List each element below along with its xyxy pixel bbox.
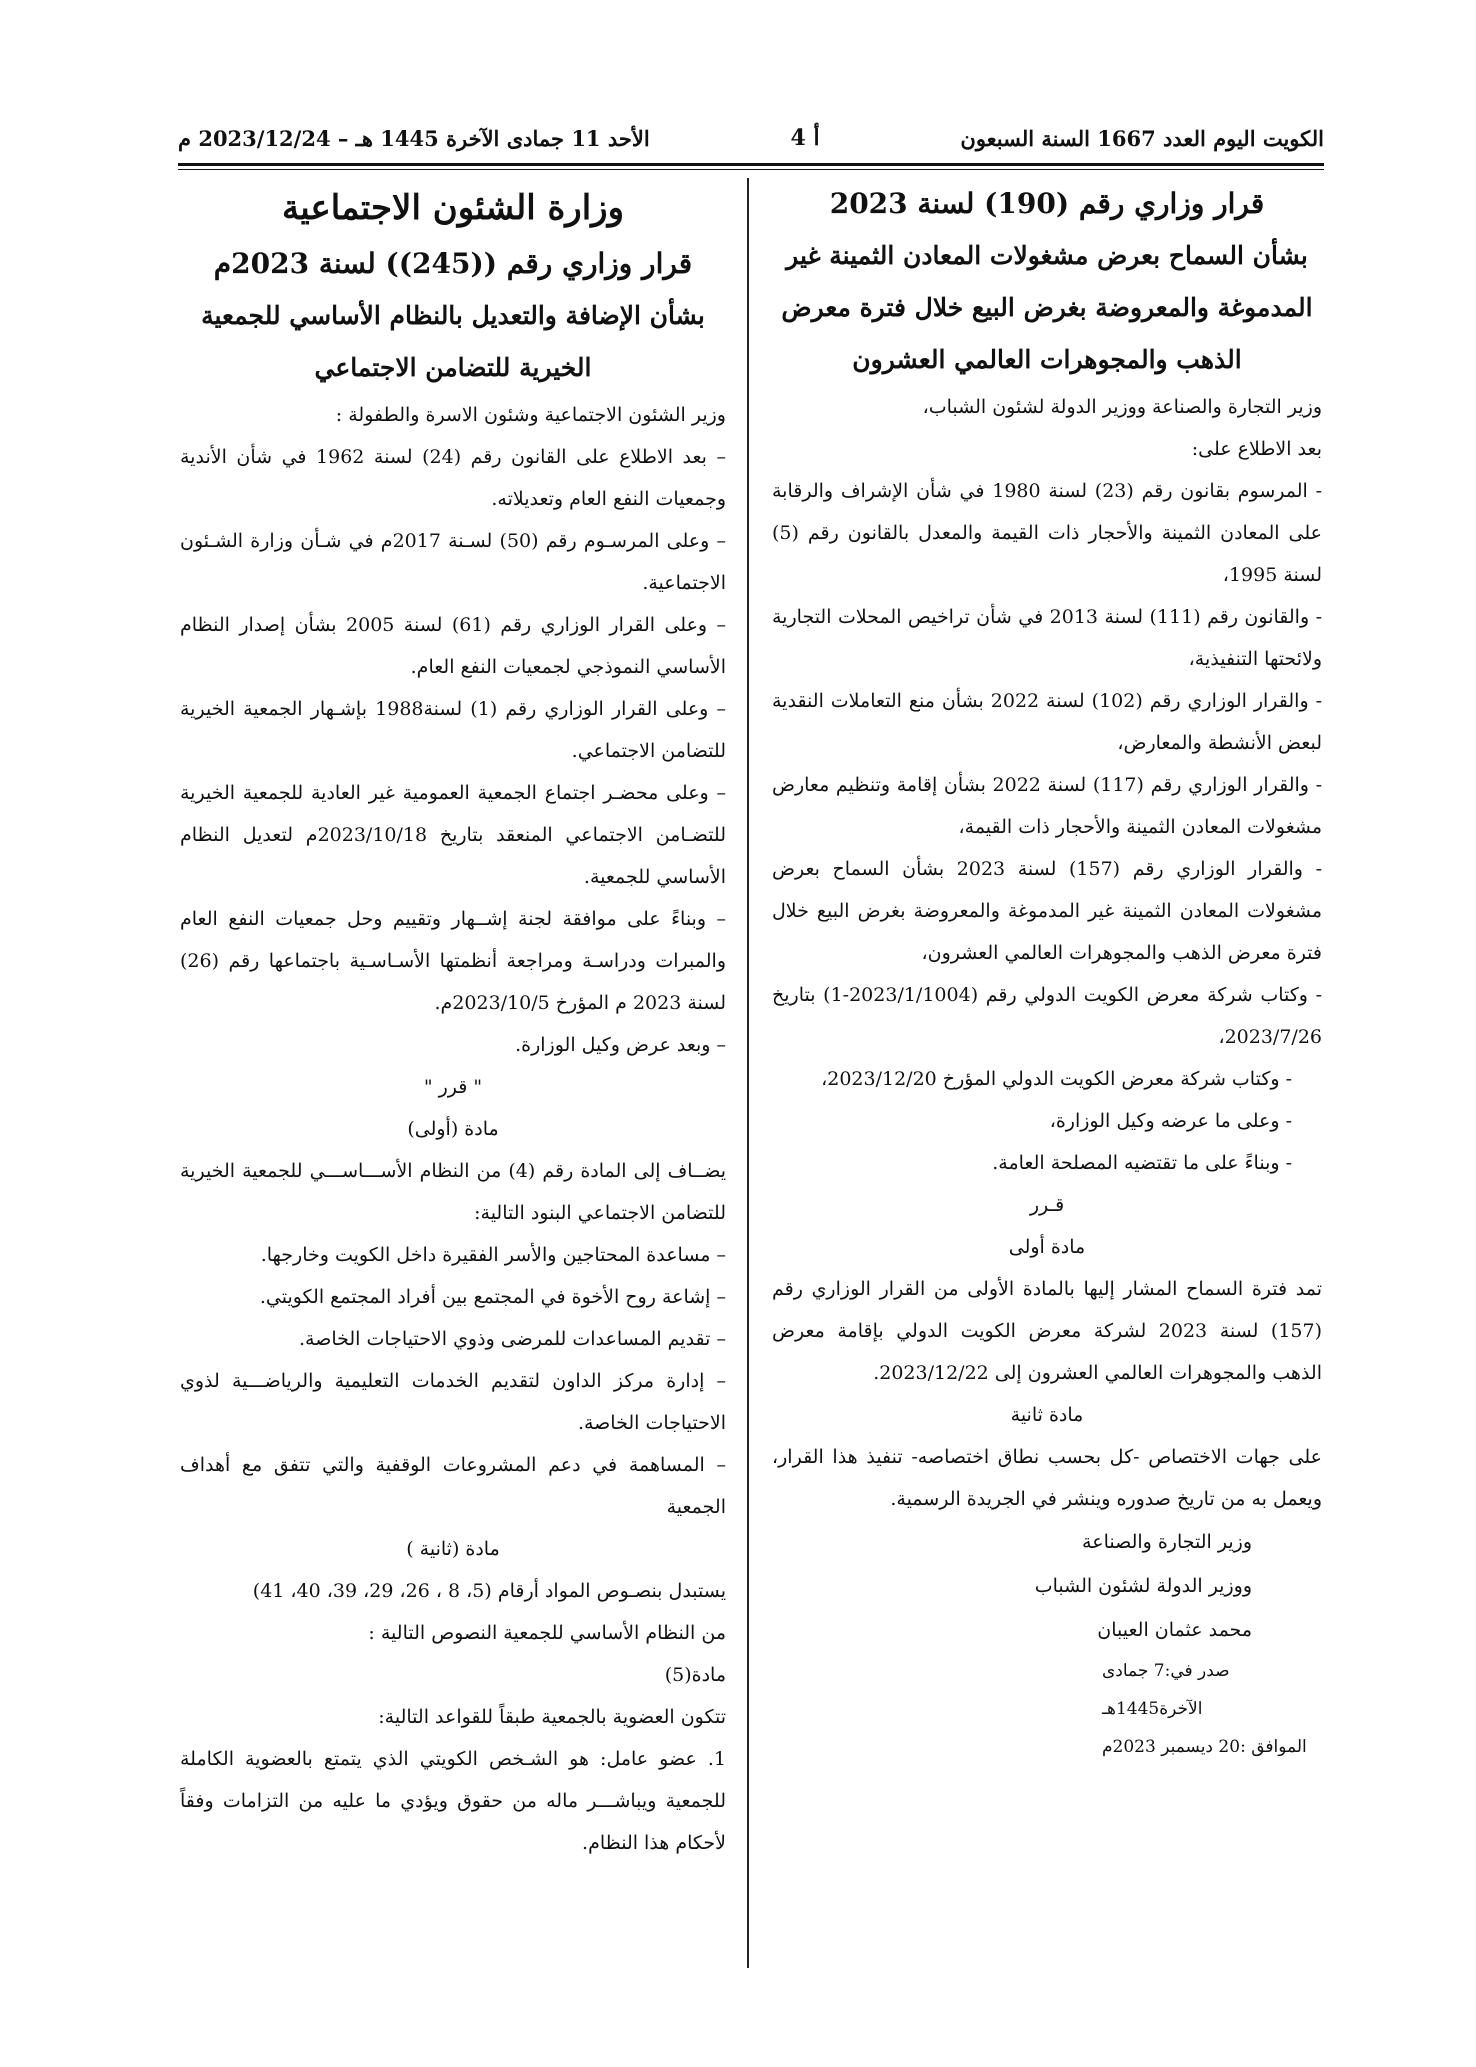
page-header bbox=[178, 118, 1324, 158]
article-2-line: من النظام الأساسي للجمعية النصوص التالية : bbox=[368, 1622, 726, 1644]
decree-subtitle-1: بشأن الإضافة والتعديل بالنظام الأساسي للجمعية bbox=[201, 301, 705, 330]
issued-date: صدر في:7 جمادى الآخرة1445هـ bbox=[1102, 1661, 1230, 1719]
preamble-line: – وعلى القرار الوزاري رقم (1) لسنة1988 بإشـهار الجمعية الخيرية للتضامن الاجتماعي. bbox=[180, 698, 726, 762]
article-2-line: تتكون العضوية بالجمعية طبقاً للقواعد التالية: bbox=[378, 1706, 726, 1728]
signature-title-2: ووزير الدولة لشئون الشباب bbox=[1034, 1575, 1252, 1597]
article-2-title: مادة (ثانية ) bbox=[406, 1538, 500, 1560]
article-2-line: يستبدل بنصـوص المواد أرقام (5، 8 ، 26، 29، 39، 40، 41) bbox=[252, 1580, 726, 1602]
article-1-title: مادة (أولى) bbox=[407, 1118, 499, 1140]
article-2-line: مادة(5) bbox=[664, 1664, 726, 1686]
column-divider bbox=[747, 178, 749, 1968]
preamble-line: - المرسوم بقانون رقم (23) لسنة 1980 في شأن الإشراف والرقابة على المعادن الثمينة والأحجار ذات القيمة والمعدل بالقانون رقم (5) لسنة 1995، bbox=[772, 480, 1322, 586]
signature-title-1: وزير التجارة والصناعة bbox=[1082, 1531, 1252, 1553]
preamble-line: - والقرار الوزاري رقم (102) لسنة 2022 بشأن منع التعاملات النقدية لبعض الأنشطة والمعارض، bbox=[772, 690, 1322, 754]
right-column bbox=[772, 178, 1322, 1766]
header-date: الأحد 11 جمادى الآخرة 1445 هـ – 2023/12/24 م bbox=[178, 125, 650, 151]
ministry-name: وزارة الشئون الاجتماعية bbox=[281, 188, 625, 228]
left-column bbox=[180, 178, 726, 1864]
decree-title: قرار وزاري رقم (190) لسنة 2023 bbox=[829, 187, 1265, 220]
article-1-text: تمد فترة السماح المشار إليها بالمادة الأولى من القرار الوزاري رقم (157) لسنة 2023 لشركة معرض الكويت الدولي بإقامة معرض الذهب والمجوهرات العالمي العشرون إلى 2023/12/22. bbox=[772, 1278, 1323, 1384]
article-1-title: مادة أولى bbox=[1008, 1236, 1086, 1258]
preamble-line: - والقرار الوزاري رقم (117) لسنة 2022 بشأن إقامة وتنظيم معارض مشغولات المعادن الثمينة والأحجار ذات القيمة، bbox=[772, 774, 1323, 838]
article-1-item: – إشاعة روح الأخوة في المجتمع بين أفراد المجتمع الكويتي. bbox=[259, 1286, 726, 1308]
preamble-line: – وبعد عرض وكيل الوزارة. bbox=[515, 1034, 726, 1056]
signature-name: محمد عثمان العيبان bbox=[1097, 1619, 1252, 1641]
decree-subtitle-3: الذهب والمجوهرات العالمي العشرون bbox=[852, 345, 1242, 374]
decided-heading: " قرر " bbox=[423, 1076, 483, 1098]
preamble-line: بعد الاطلاع على: bbox=[1191, 438, 1322, 460]
preamble-line: – وعلى المرسـوم رقم (50) لسـنة 2017م في شـأن وزارة الشـئون الاجتماعية. bbox=[180, 530, 727, 594]
preamble-line: – وعلى محضـر اجتماع الجمعية العمومية غير العادية للجمعية الخيرية للتضـامن الاجتماعي المنعقد بتاريخ 2023/10/18م لتعديل النظام الأساسي للجمعية. bbox=[180, 782, 727, 888]
article-1-item: – المساهمة في دعم المشروعات الوقفية والتي تتفق مع أهداف الجمعية bbox=[180, 1454, 726, 1518]
preamble-line: - والقرار الوزاري رقم (157) لسنة 2023 بشأن السماح بعرض مشغولات المعادن الثمينة غير المدموغة والمعروضة بغرض البيع خلال فترة معرض الذهب والمجوهرات العالمي العشرون، bbox=[772, 858, 1322, 964]
decree-subtitle-1: بشأن السماح بعرض مشغولات المعادن الثمينة غير bbox=[786, 241, 1308, 270]
decree-title: قرار وزاري رقم ((245)) لسنة 2023م bbox=[213, 247, 693, 280]
preamble-line: – بعد الاطلاع على القانون رقم (24) لسنة 1962 في شأن الأندية وجمعيات النفع العام وتعديلاته. bbox=[180, 446, 726, 510]
header-rule bbox=[178, 163, 1324, 166]
issued-date-gregorian: الموافق :20 ديسمبر 2023م bbox=[1102, 1737, 1307, 1757]
article-1-item: – تقديم المساعدات للمرضى وذوي الاحتياجات الخاصة. bbox=[298, 1328, 726, 1350]
decree-subtitle-2: المدموغة والمعروضة بغرض البيع خلال فترة معرض bbox=[781, 293, 1313, 322]
decree-subtitle-2: الخيرية للتضامن الاجتماعي bbox=[314, 353, 592, 382]
preamble-line: - والقانون رقم (111) لسنة 2013 في شأن تراخيص المحلات التجارية ولائحتها التنفيذية، bbox=[772, 606, 1322, 670]
preamble-line: وزير الشئون الاجتماعية وشئون الاسرة والطفولة : bbox=[335, 404, 726, 426]
article-2-line: 1. عضو عامل: هو الشـخص الكويتي الذي يتمتع بالعضوية الكاملة للجمعية ويباشـــر ماله من حقوق ويؤدي ما عليه من التزامات وفقاً لأحكام هذا النظام. bbox=[180, 1748, 726, 1854]
article-2-title: مادة ثانية bbox=[1010, 1404, 1084, 1426]
article-1-item: – إدارة مركز الداون لتقديم الخدمات التعليمية والرياضـــية لذوي الاحتياجات الخاصة. bbox=[180, 1370, 726, 1434]
preamble-line: – وعلى القرار الوزاري رقم (61) لسنة 2005 بشأن إصدار النظام الأساسي النموذجي لجمعيات النفع العام. bbox=[180, 614, 726, 678]
preamble-line: - وكتاب شركة معرض الكويت الدولي المؤرخ 2023/12/20، bbox=[821, 1068, 1292, 1090]
preamble-line: - وبناءً على ما تقتضيه المصلحة العامة. bbox=[992, 1152, 1292, 1174]
article-1-item: – مساعدة المحتاجين والأسر الفقيرة داخل الكويت وخارجها. bbox=[260, 1244, 726, 1266]
header-rule-thin bbox=[178, 169, 1324, 170]
preamble-line: – وبناءً على موافقة لجنة إشــهار وتقييم وحل جمعيات النفع العام والمبرات ودراسـة ومراجعة أنظمتها الأسـاسـية باجتماعها رقم (26) لسنة 2023 م المؤرخ 2023/10/5م. bbox=[180, 908, 726, 1014]
preamble-line: وزير التجارة والصناعة ووزير الدولة لشئون الشباب، bbox=[922, 396, 1322, 418]
preamble-line: - وعلى ما عرضه وكيل الوزارة، bbox=[1049, 1110, 1292, 1132]
preamble-line: - وكتاب شركة معرض الكويت الدولي رقم (2023/1/1004-1) بتاريخ 2023/7/26، bbox=[772, 984, 1322, 1048]
decided-heading: قـرر bbox=[1029, 1194, 1065, 1216]
header-issue: الكويت اليوم العدد 1667 السنة السبعون bbox=[960, 125, 1324, 151]
header-page-number: أ 4 bbox=[790, 125, 820, 151]
article-2-text: على جهات الاختصاص -كل بحسب نطاق اختصاصه- تنفيذ هذا القرار، ويعمل به من تاريخ صدوره وينشر في الجريدة الرسمية. bbox=[772, 1446, 1322, 1510]
article-1-intro: يضــاف إلى المادة رقم (4) من النظام الأســـاســـي للجمعية الخيرية للتضامن الاجتماعي البنود التالية: bbox=[180, 1160, 726, 1224]
